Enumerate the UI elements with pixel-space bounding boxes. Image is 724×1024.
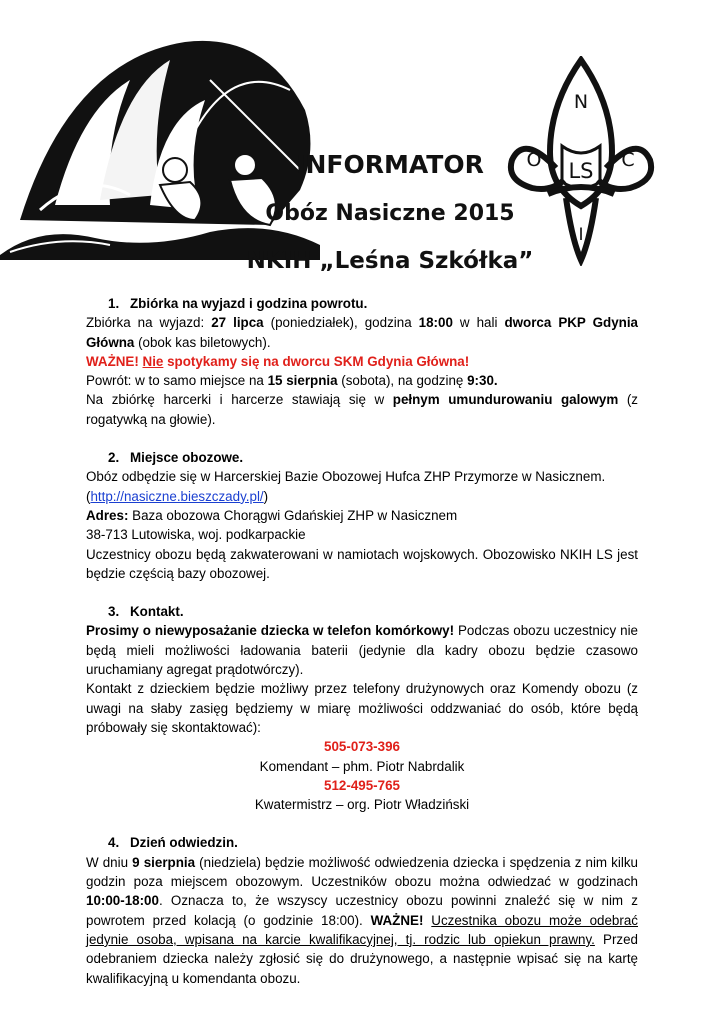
- website-line: (http://nasiczne.bieszczady.pl/): [86, 488, 269, 504]
- section-departure: [86, 294, 638, 429]
- heading-number: 2.: [108, 450, 120, 466]
- section-location: [86, 448, 638, 583]
- title-block: [230, 148, 550, 276]
- section-heading: [86, 602, 638, 621]
- departure-info: Zbiórka na wyjazd: 27 lipca (poniedziałek), godzina 18:00 w hali dworca PKP Gdynia Główna (obok kas biletowych).: [86, 315, 639, 350]
- header: [0, 0, 724, 290]
- accommodation-info: Uczestnicy obozu będą zakwaterowani w namiotach wojskowych. Obozowisko NKIH LS jest będzie częścią bazy obozowej.: [86, 546, 638, 581]
- uniform-info: Na zbiórkę harcerki i harcerze stawiają się w pełnym umundurowaniu galowym (z rogatywką na głowie).: [86, 392, 638, 427]
- phone-number-quartermaster: 512-495-765: [324, 777, 400, 793]
- logo-letters-ls: LS: [568, 159, 594, 183]
- logo-letter-o: O: [526, 149, 542, 171]
- phone-number-commander: 505-073-396: [324, 739, 400, 755]
- warning-line: WAŻNE! Nie spotykamy się na dworcu SKM Gdynia Główna!: [86, 353, 470, 369]
- section-visiting-day: [86, 833, 638, 987]
- heading-number: 4.: [108, 835, 120, 851]
- heading-text: Kontakt.: [130, 604, 184, 620]
- quartermaster-name: Kwatermistrz – org. Piotr Władziński: [254, 797, 470, 813]
- contact-info: Kontakt z dzieckiem będzie możliwy przez telefony drużynowych oraz Komendy obozu (z uwagi na słaby zasięg będziemy w miarę możliwości oddzwaniać do osób, które będą próbowały się skontaktować):: [86, 681, 638, 735]
- address-line: Adres: Baza obozowa Chorągwi Gdańskiej ZHP w Nasicznem: [86, 507, 458, 523]
- phone-policy: Prosimy o niewyposażanie dziecka w telefon komórkowy! Podczas obozu uczestnicy nie będą mieli możliwości ładowania baterii (jedynie dla kadry obozu będzie czasowo uruchamiany agregat prądotwórczy).: [86, 623, 638, 678]
- heading-number: 1.: [108, 296, 120, 311]
- page-title: INFORMATOR: [296, 150, 484, 179]
- section-heading: [86, 294, 638, 313]
- section-heading: [86, 448, 638, 467]
- heading-text: Dzień odwiedzin.: [130, 835, 238, 851]
- heading-text: Zbiórka na wyjazd i godzina powrotu.: [130, 296, 368, 311]
- section-heading: [86, 833, 638, 852]
- location-info: Obóz odbędzie się w Harcerskiej Bazie Obozowej Hufca ZHP Przymorze w Nasicznem.: [86, 469, 606, 485]
- logo-letter-n: N: [573, 91, 589, 113]
- heading-text: Miejsce obozowe.: [130, 450, 244, 466]
- section-contact: [86, 602, 638, 814]
- logo-letter-i: I: [578, 225, 584, 245]
- return-info: Powrót: w to samo miejsce na 15 sierpnia (sobota), na godzinę 9:30.: [86, 373, 498, 389]
- visiting-info: W dniu 9 sierpnia (niedziela) będzie możliwość odwiedzenia dziecka i spędzenia z nim kilku godzin poza miejscem obozowym. Uczestników obozu można odwiedzać w godzinach 10:00-18:00. Oznacza to, że wszyscy uczestnicy obozu powinni znaleźć się w nim z powrotem przed kolacją (o godzinie 18:00). WAŻNE! Uczestnika obozu może odebrać jedynie osoba, wpisana na karcie kwalifikacyjnej, tj. rodzic lub opiekun prawny. Przed odebraniem dziecka należy zgłosić się do drużynowego, a następnie wpisać się na kartę kwalifikacyjną u komendanta obozu.: [86, 854, 639, 986]
- website-link[interactable]: http://nasiczne.bieszczady.pl/: [90, 488, 264, 504]
- unit-name: NKIH „Leśna Szkółka”: [246, 248, 534, 274]
- logo-letter-c: C: [621, 149, 635, 171]
- commander-name: Komendant – phm. Piotr Nabrdalik: [259, 758, 465, 774]
- heading-number: 3.: [108, 604, 120, 620]
- document-body: [86, 294, 638, 1007]
- address-line-2: 38-713 Lutowiska, woj. podkarpackie: [86, 527, 306, 543]
- camp-name: Obóz Nasiczne 2015: [265, 201, 515, 226]
